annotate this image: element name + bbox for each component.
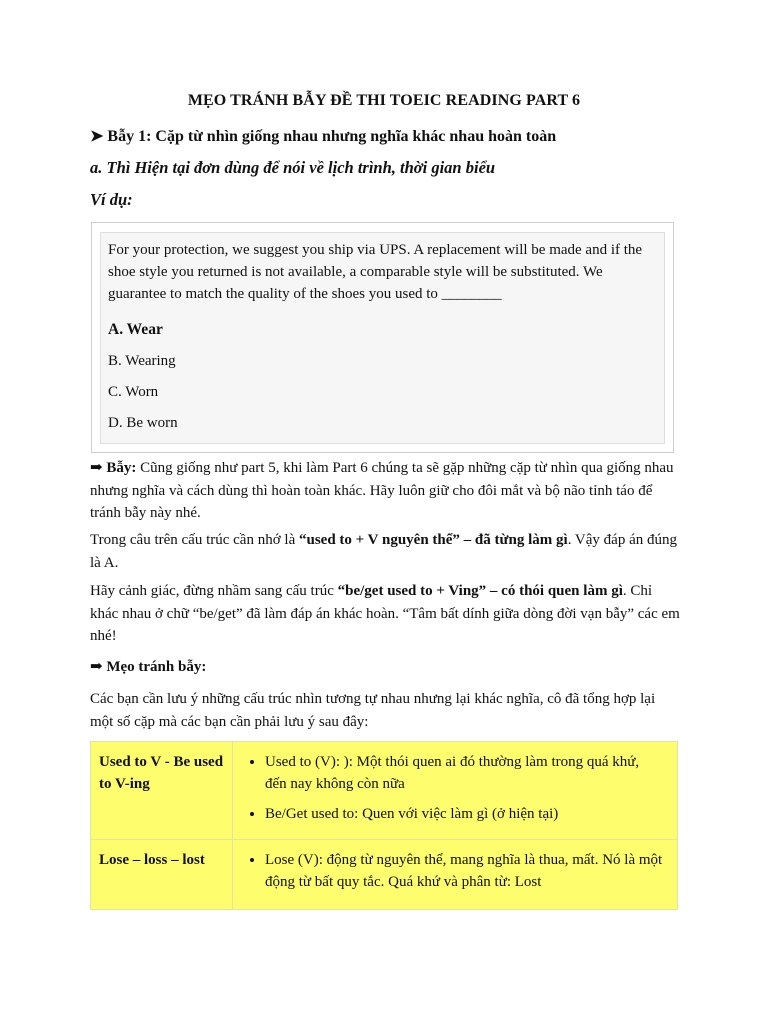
table-row bbox=[91, 742, 678, 840]
option-b: B. Wearing bbox=[108, 353, 176, 369]
example-content bbox=[100, 232, 665, 444]
trap-note-label: ➡ Bẫy: bbox=[90, 460, 137, 476]
table-desc-cell bbox=[233, 840, 678, 910]
tips-heading: ➡ Mẹo tránh bẫy: bbox=[90, 659, 207, 675]
tips-intro: Các bạn cần lưu ý những cấu trúc nhìn tương tự nhau nhưng lại khác nghĩa, cô đã tổng hợp lại một số cặp mà các bạn cần phải lưu ý sau đây: bbox=[90, 691, 656, 730]
example-text: For your protection, we suggest you ship via UPS. A replacement will be made and if the shoe style you returned is not available, a comparable style will be substituted. We guarantee to match the quality of the shoes you used to ________ bbox=[108, 242, 643, 302]
list-item: • Be/Get used to: Quen với việc làm gì (ở hiện tại) bbox=[265, 803, 663, 825]
warning-note-suffix: . Chỉ khác nhau ở chữ “be/get” đã làm đáp án khác hoàn. “Tâm bất dính giữa dòng đời vạn bẫy” các em nhé! bbox=[90, 583, 680, 644]
warning-note-bold: “be/get used to + Ving” – có thói quen làm gì bbox=[337, 583, 623, 599]
trap-note bbox=[90, 457, 680, 525]
option-a: A. Wear bbox=[108, 321, 163, 338]
trap-1-heading: ➤ Bẫy 1: Cặp từ nhìn giống nhau nhưng nghĩa khác nhau hoàn toàn bbox=[90, 128, 557, 145]
subheading-a: a. Thì Hiện tại đơn dùng để nói về lịch trình, thời gian biểu bbox=[90, 158, 496, 177]
tips-table bbox=[90, 741, 678, 910]
table-row bbox=[91, 840, 678, 910]
points-list bbox=[243, 849, 663, 893]
structure-note-prefix: Trong câu trên cấu trúc cần nhớ là bbox=[90, 532, 299, 548]
points-list bbox=[243, 751, 663, 825]
structure-note-bold: “used to + V nguyên thể” – đã từng làm gì bbox=[298, 532, 568, 548]
example-label: Ví dụ: bbox=[90, 190, 133, 209]
table-desc-cell bbox=[233, 742, 678, 840]
list-item: • Used to (V): ): Một thói quen ai đó thường làm trong quá khứ, đến nay không còn nữa bbox=[265, 751, 663, 795]
option-d: D. Be worn bbox=[108, 415, 178, 431]
option-c: C. Worn bbox=[108, 384, 159, 400]
structure-note-suffix: . Vậy đáp án đúng là A. bbox=[90, 532, 677, 571]
warning-note-prefix: Hãy cảnh giác, đừng nhầm sang cấu trúc bbox=[90, 583, 338, 599]
trap-note-text: Cũng giống như part 5, khi làm Part 6 chúng ta sẽ gặp những cặp từ nhìn qua giống nhau nhưng nghĩa và cách dùng thì hoàn toàn khác. Hãy luôn giữ cho đôi mắt và bộ não tỉnh táo để tránh bẫy này nhé. bbox=[90, 460, 674, 521]
table-term-cell: Used to V - Be used to V-ing bbox=[91, 742, 233, 840]
table-term-cell: Lose – loss – lost bbox=[91, 840, 233, 910]
list-item: • Lose (V): động từ nguyên thể, mang nghĩa là thua, mất. Nó là một động từ bất quy tắc. Quá khứ và phân từ: Lost bbox=[265, 849, 663, 893]
example-box bbox=[91, 222, 674, 453]
structure-note bbox=[90, 529, 680, 574]
warning-note bbox=[90, 580, 680, 648]
page-title: MẸO TRÁNH BẪY ĐỀ THI TOEIC READING PART 6 bbox=[187, 92, 581, 109]
